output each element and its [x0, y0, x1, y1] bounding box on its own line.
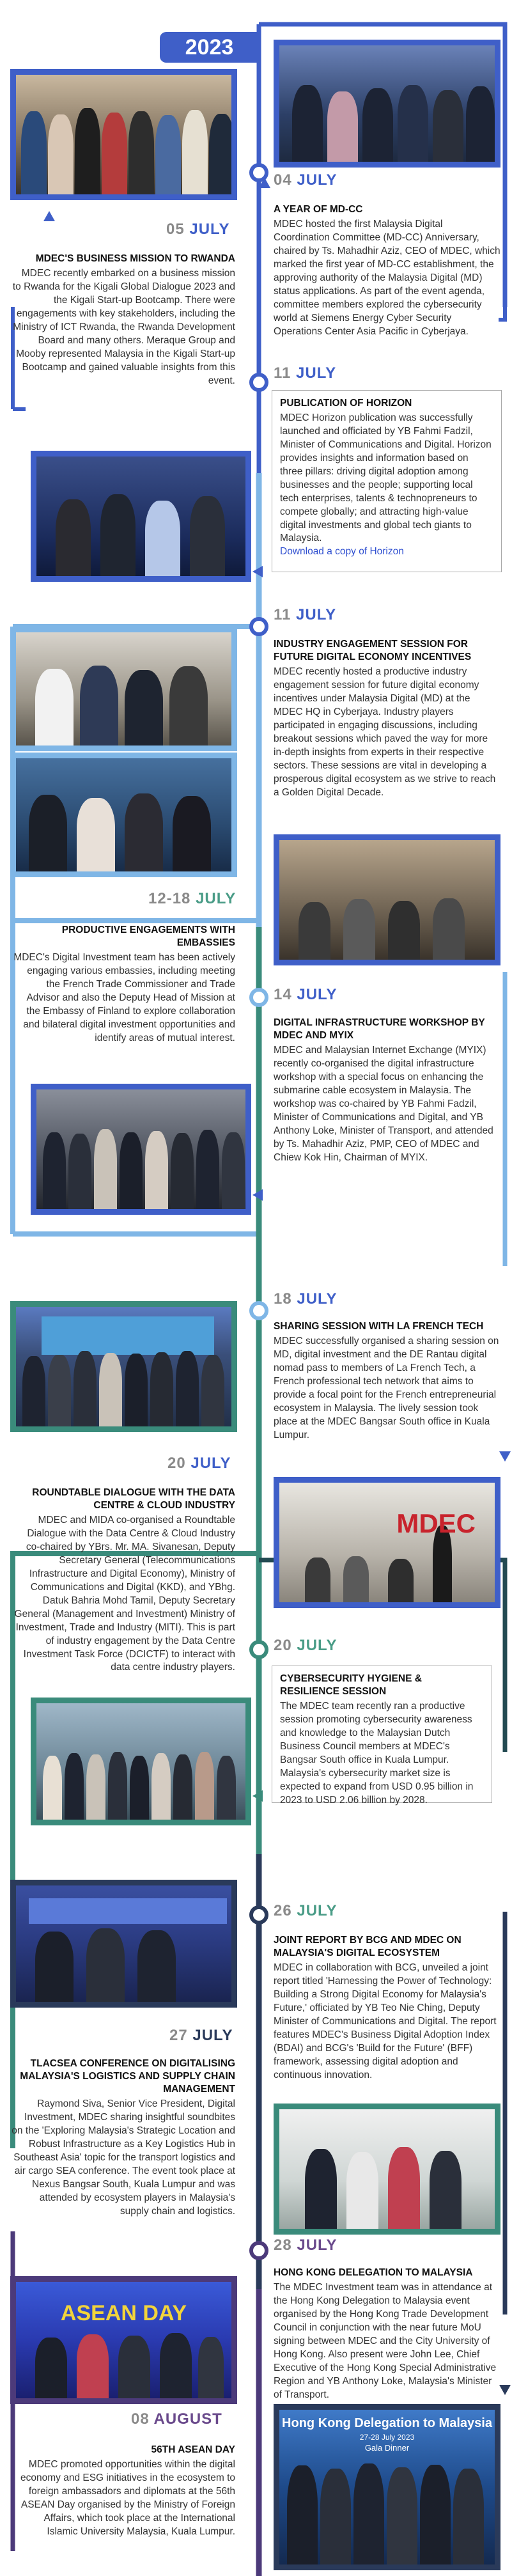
event-title: JOINT REPORT BY BCG AND MDEC ON MALAYSIA'S DIGITAL ECOSYSTEM: [274, 1935, 462, 1959]
arrow-icon: [252, 566, 263, 577]
bcg-photo: [274, 2104, 500, 2235]
event-body: MDEC hosted the first Malaysia Digital Coordination Committee (MD-CC) Anniversary, chaired by Ts. Mahadhir Aziz, CEO of MDEC, which marked the first year of MD-CC establishment, the approving authority of the Malaysia Digital (MD) status applications. As part of the event agenda, committee members explored the cybersecurity world at Siemens Energy Cyber Security Operations Center Asia Pacific in Cyberjaya.: [274, 219, 500, 337]
event-text: [274, 638, 500, 800]
event-text: [274, 2267, 500, 2401]
event-date: 11 JULY: [274, 364, 337, 382]
event-text: [12, 253, 235, 387]
event-body: MDEC successfully organised a sharing session on MD, digital investment and the DE Rantau digital nomad pass to members of La French Tech, a French professional tech network that aims to provide a focal point for the French entrepreneurial ecosystem in Malaysia. The lively session took place at the MDEC Bangsar South office in Kuala Lumpur.: [274, 1336, 499, 1440]
hongkong-photo: [274, 2404, 500, 2570]
arrow-icon: [499, 2385, 511, 2395]
event-date: 26 JULY: [274, 1902, 337, 1919]
myix-photo: [31, 1084, 251, 1215]
event-date: 20 JULY: [274, 1637, 337, 1654]
arrow-icon: [499, 1451, 511, 1462]
event-text: [274, 1934, 500, 2082]
event-title: INDUSTRY ENGAGEMENT SESSION FOR FUTURE DIGITAL ECONOMY INCENTIVES: [274, 639, 472, 663]
hk-banner-title: Hong Kong Delegation to Malaysia: [282, 2416, 492, 2430]
event-date: 12-18 JULY: [148, 890, 237, 907]
asean-banner-text: ASEAN DAY: [60, 2301, 187, 2325]
arrow-icon: [252, 1790, 263, 1802]
event-title: DIGITAL INFRASTRUCTURE WORKSHOP BY MDEC AND MYIX: [274, 1017, 485, 1042]
mdcc-photo: [274, 40, 500, 168]
event-body: MDEC promoted opportunities within the digital economy and ESG initiatives in the ecosystem to foreign ambassadors and diplomats at the 56th ASEAN Day organised by the Ministry of Foreign Affairs, which took place at the International Islamic University Malaysia, Kuala Lumpur.: [20, 2459, 235, 2537]
timeline-node: [249, 163, 268, 182]
event-date: 27 JULY: [169, 2027, 233, 2044]
arrow-icon: [43, 211, 55, 221]
event-date: 20 JULY: [167, 1455, 231, 1472]
event-text: [274, 1320, 500, 1442]
event-title: MDEC'S BUSINESS MISSION TO RWANDA: [35, 253, 235, 264]
event-date: 14 JULY: [274, 986, 337, 1003]
industry-photo-3: [274, 834, 500, 965]
hk-banner-sub: Gala Dinner: [364, 2443, 410, 2453]
year-badge: 2023: [160, 32, 259, 63]
timeline-node: [249, 617, 268, 636]
timeline-node: [249, 1905, 268, 1924]
event-title: SHARING SESSION WITH LA FRENCH TECH: [274, 1321, 484, 1332]
timeline-node: [249, 2241, 268, 2260]
event-text: [12, 2444, 235, 2539]
event-body: MDEC recently embarked on a business mission to Rwanda for the Kigali Global Dialogue 2023 and the Kigali Start-up Bootcamp. There were engagements with key stakeholders, including the Ministry of ICT Rwanda, the Rwanda Development Board and many others. Meraque Group and Mooby represented Malaysia in the Kigali Start-up Bootcamp and gained valuable insights from this event.: [12, 268, 235, 386]
event-text: [274, 203, 500, 338]
event-card: [272, 1666, 492, 1806]
event-body: MDEC Horizon publication was successfully launched and officiated by YB Fahmi Fadzil, Minister of Communications and Digital. Horizon provides insights and information based on three pillars: driving digital adoption among businesses and the people; supporting local tech enterprises, talents & technopreneurs to compete globally; and attracting high-value digital investments and global tech giants to Malaysia.: [280, 412, 492, 544]
download-horizon-link[interactable]: Download a copy of Horizon: [280, 546, 404, 558]
tlacsea-photo-1: [10, 1880, 237, 2008]
event-body: MDEC and MIDA co-organised a Roundtable Dialogue with the Data Centre & Cloud Industry co-chaired by YBrs. Mr. MA. Sivanesan, Deputy Secretary General (Telecommunications Infrastructure and Digital Economy), Ministry of Communications and Digital (KKD), and YBhg. Datuk Bahria Mohd Tamil, Deputy Secretary General (Management and Investment) Ministry of Investment, Trade and Industry (MITI). This is part of industry engagement by the Data Centre Investment Task Force (DCICTF) to interact with data centre industry players.: [14, 1515, 235, 1673]
event-title: 56TH ASEAN DAY: [151, 2444, 235, 2455]
rwanda-photo: [10, 69, 237, 200]
event-date: 05 JULY: [166, 221, 230, 238]
event-body: Raymond Siva, Senior Vice President, Digital Investment, MDEC sharing insightful soundbites on the 'Exploring Malaysia's Strategic Location and Robust Infrastructure as a Key Logistics Hub in Southeast Asia' topic for the transport logistics and air cargo SEA conference. The event took place at Nexus Bangsar South, Kuala Lumpur and was attended by ecosystem players in Malaysia's supply chain and logistics.: [12, 2098, 235, 2217]
datacentre-photo: [10, 1301, 237, 1432]
event-text: [12, 2057, 235, 2219]
arrow-icon: [252, 1189, 263, 1201]
event-date: 11 JULY: [274, 606, 337, 623]
timeline-node: [249, 1301, 268, 1320]
timeline-node: [249, 1640, 268, 1659]
hk-banner-date: 27-28 July 2023: [359, 2433, 415, 2442]
event-text: [12, 924, 235, 1045]
event-body: MDEC in collaboration with BCG, unveiled a joint report titled 'Harnessing the Power of Technology: Building a Strong Digital Economy for Malaysia's Future,' officiated by YB Teo Nie Ching, Deputy Minister of Communications and Digital. The report features MDEC's Business Digital Adoption Index (BDAI) and BCG's 'Build for the Future' (BFF) framework, assessing digital adoption and continuous innovation.: [274, 1962, 497, 2080]
event-body: The MDEC Investment team was in attendance at the Hong Kong Delegation to Malaysia event organised by the Hong Kong Trade Development Council in conjunction with the near future MoU signing between MDEC and the City University of Hong Kong. Also present were John Lee, Chief Executive of the Hong Kong Special Administrative Region and YB Anthony Loke, Malaysia's Minister of Transport.: [274, 2282, 497, 2400]
event-text: [274, 1017, 500, 1165]
event-body: The MDEC team recently ran a productive session promoting cybersecurity awareness and knowledge to the Malaysian Dutch Business Council members at MDEC's Bangsar South office in Kuala Lumpur. Malaysia's cybersecurity market size is expected to expand from USD 0.95 billion in 2023 to USD 2.06 billion by 2028.: [280, 1701, 474, 1806]
horizon-photo: [31, 451, 251, 582]
french-tech-photo: [274, 1477, 500, 1608]
event-card: [272, 390, 502, 572]
event-body: MDEC recently hosted a productive industry engagement session for future digital economy incentives under Malaysia Digital (MD) at the MDEC HQ in Cyberjaya. Industry players participated in engaging discussions, including breakout sessions which paved the way for more in-depth insights from experts in their respective sectors. These sessions are vital in developing a prosperous digital ecosystem as we strive to reach a Golden Digital Decade.: [274, 666, 496, 798]
event-date: 18 JULY: [274, 1290, 337, 1308]
asean-photo: [10, 2276, 237, 2404]
event-date: 08 AUGUST: [131, 2410, 222, 2428]
industry-photo-1: [10, 627, 237, 751]
event-date: 04 JULY: [274, 171, 337, 189]
event-body: MDEC's Digital Investment team has been actively engaging various embassies, including meeting the French Trade Commissioner and Trade Advisor and also the Deputy Head of Mission at the Embassy of Finland to explore collaboration and bilateral digital investment opportunities and identify areas of mutual interest.: [13, 952, 235, 1043]
cyber-photo: [31, 1698, 251, 1825]
event-title: TLACSEA CONFERENCE ON DIGITALISING MALAYSIA'S LOGISTICS AND SUPPLY CHAIN MANAGEMENT: [20, 2058, 235, 2095]
event-title: HONG KONG DELEGATION TO MALAYSIA: [274, 2267, 473, 2278]
event-date: 28 JULY: [274, 2236, 337, 2254]
event-title: ROUNDTABLE DIALOGUE WITH THE DATA CENTRE & CLOUD INDUSTRY: [32, 1487, 235, 1511]
event-title: A YEAR OF MD-CC: [274, 204, 363, 215]
event-title: CYBERSECURITY HYGIENE & RESILIENCE SESSION: [280, 1673, 422, 1698]
event-body: MDEC and Malaysian Internet Exchange (MYIX) recently co-organised the digital infrastructure workshop with a special focus on enhancing the submarine cable ecosystem in Malaysia. The workshop was co-chaired by YB Fahmi Fadzil, Minister of Communications and Digital, and YB Anthony Loke, Minister of Transport, and attended by Ts. Mahadhir Aziz, PMP, CEO of MDEC and Chiew Kok Hin, Chairman of MYIX.: [274, 1045, 493, 1163]
event-title: PRODUCTIVE ENGAGEMENTS WITH EMBASSIES: [61, 925, 235, 949]
event-title: PUBLICATION OF HORIZON: [280, 398, 412, 409]
industry-photo-2: [10, 753, 237, 877]
event-text: [12, 1487, 235, 1674]
timeline-node: [249, 373, 268, 392]
mdec-logo: MDEC: [396, 1508, 476, 1538]
timeline-node: [249, 988, 268, 1007]
